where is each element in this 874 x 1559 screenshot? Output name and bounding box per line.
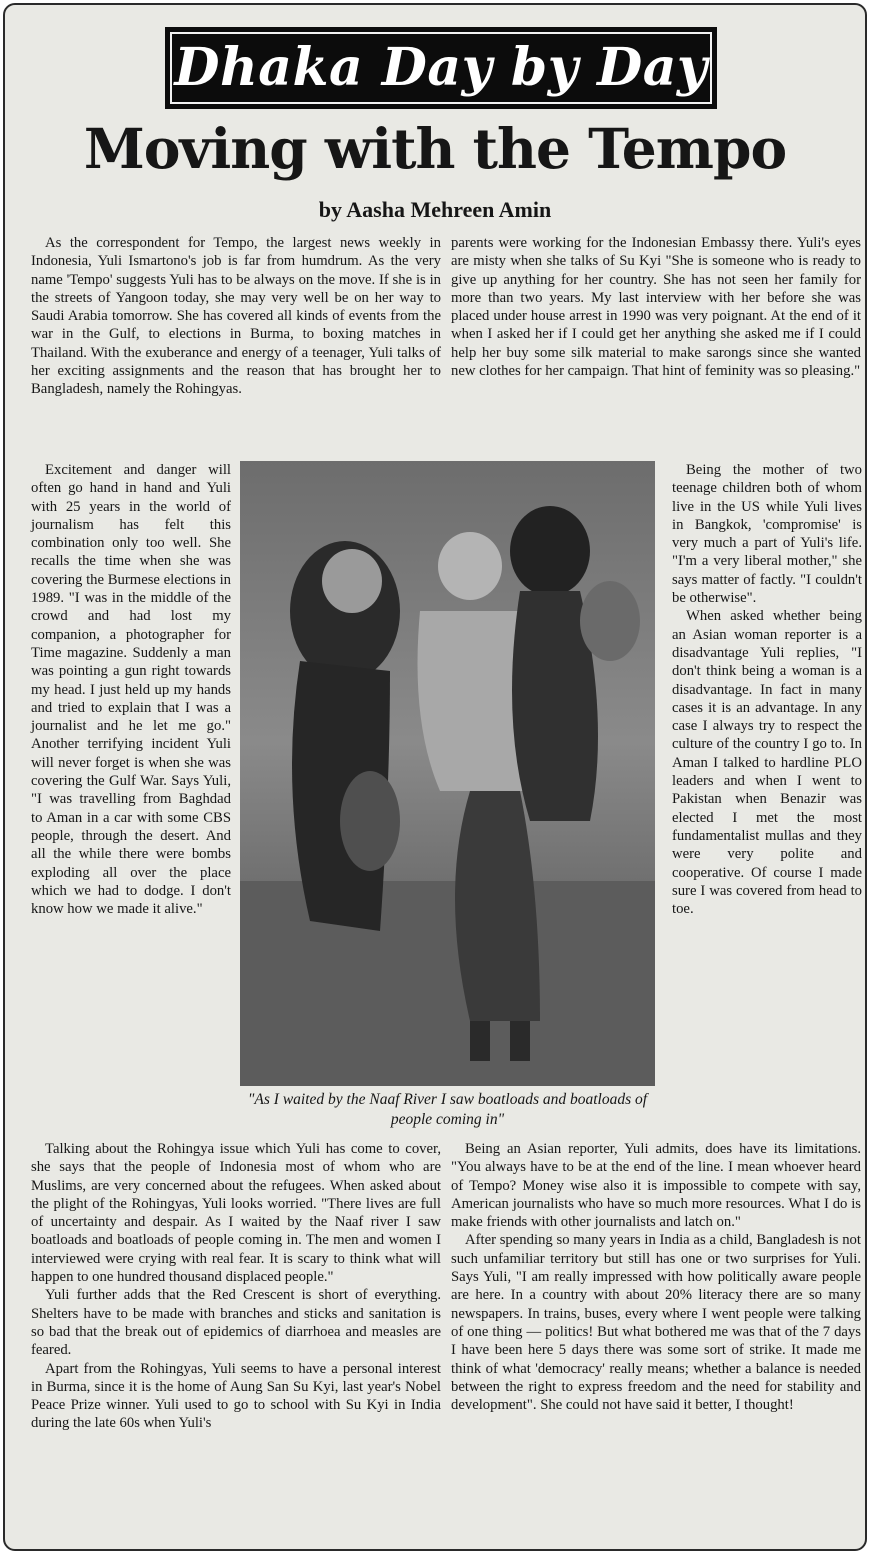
paragraph-red-crescent: Yuli further adds that the Red Crescent is short of everything. Shelters have to be made with branches and sticks and sanitation is so bad that the break out of epidemics of diarrhoea and measles are feared. [31,1287,441,1359]
byline: by Aasha Mehreen Amin [318,197,552,222]
paragraph-asian-reporter: Being an Asian reporter, Yuli admits, does have its limitations. "You always have to be at the end of the line. I mean whoever heard of Tempo? Money wise also it is impossible to compete with say, American journalists who have so much more resources. What I do is make friends with other journalists and latch on." [451,1141,861,1231]
headline: Moving with the Tempo [83,116,787,181]
paragraph-bangladesh: After spending so many years in India as a child, Bangladesh is not such unfamiliar territory but still has one or two surprises for Yuli. Says Yuli, "I am really impressed with how politically aware people are here. In a country with about 20% literacy there are so many newspapers. In trains, buses, every where I went people were talking of one thing — politics! But what bothered me was that of the 7 days I have been here 5 days there was some sort of strike. It made me think of what 'democracy' really means; whether a balance is needed between the right to express freedom and the need for stability and development". She could not have said it better, I thought! [451,1232,861,1414]
paragraph-parents: parents were working for the Indonesian Embassy there. Yuli's eyes are misty when she talks of Su Kyi "She is someone who is ready to give up anything for her country. She has not seen her family for more than two years. My last interview with her before she was placed under house arrest in 1990 was very poignant. At the end of it when I asked her if I could get her anything she asked me if I could help her buy some silk material to make sarongs since she wanted new clothes for her campaign. That hint of feminity was so pleasing." [451,235,861,380]
refugee-photo-image [240,461,655,1086]
article-col-2-top [451,234,861,380]
article-col-1-bottom [31,1140,441,1433]
photo-caption: "As I waited by the Naaf River I saw boatloads and boatloads of people coming in" [247,1091,648,1128]
paragraph-mother: Being the mother of two teenage children both of whom live in the US while Yuli lives in Bangkok, 'compromise' is very much a part of Yuli's life. "I'm a very liberal mother," she says matter of factly. "I couldn't be otherwise". [672,462,862,607]
paragraph-excitement: Excitement and danger will often go hand in hand and Yuli with 25 years in the world of journalism has felt this combination only too well. She recalls the time when she was covering the Burmese elections in 1989. "I was in the middle of the crowd and had lost my companion, a photographer for Time magazine. Suddenly a man was pointing a gun right towards my head. I just held up my hands and tried to explain that I was a journalist and he let me go." Another terrifying incident Yuli will never forget is when she was covering the Gulf War. Says Yuli, "I was travelling from Baghdad to Aman in a car with some CBS people, through the desert. And all the while there were bombs exploding all over the place which we had to dodge. I don't know how we made it alive." [31,462,231,918]
newspaper-clipping [3,3,867,1551]
column-banner [165,27,717,109]
article-left-narrow [31,461,231,918]
article-right-narrow [672,461,862,918]
paragraph-asian-woman: When asked whether being an Asian woman reporter is a disadvantage Yuli replies, "I don't think being a woman is a disadvantage. In fact in many cases it is an advantage. In any case I always try to respect the culture of the country I go to. In Aman I talked to hardline PLO leaders and when I went to Pakistan when Benazir was elected I met the most fundamentalist mullas and they were very polite and cooperative. Of course I made sure I was covered from head to toe. [672,608,862,918]
banner-title: Dhaka Day by Day [174,37,708,98]
article-col-2-bottom [451,1140,861,1414]
paragraph-burma: Apart from the Rohingyas, Yuli seems to have a personal interest in Burma, since it is the home of Aung San Su Kyi, last year's Nobel Peace Prize winner. Yuli used to go to school with Su Kyi in India during the late 60s when Yuli's [31,1360,441,1432]
article-photo [240,461,655,1086]
article-col-1-top [31,234,441,399]
paragraph-rohingya: Talking about the Rohingya issue which Yuli has come to cover, she says that the people of Indonesia most of whom who are Muslims, are very concerned about the refugees. When asked about the plight of the Rohingyas, Yuli looks worried. "There lives are full of uncertainty and despair. As I waited by the Naaf river I saw boatloads and boatloads of people coming in. The men and women I interviewed were crying with real fear. It is scary to think what will happen to one hundred thousand displaced people." [31,1141,441,1286]
paragraph-intro: As the correspondent for Tempo, the largest news weekly in Indonesia, Yuli Ismartono's job is far from humdrum. As the very name 'Tempo' suggests Yuli has to be always on the move. If she is in the streets of Yangoon today, she may very well be on her way to Saudi Arabia tomorrow. She has covered all kinds of events from the war in the Gulf, to elections in Burma, to boxing matches in Thailand. With the exuberance and energy of a teenager, Yuli talks of her exciting assignments and the reason that has brought her to Bangladesh, namely the Rohingyas. [31,235,441,398]
